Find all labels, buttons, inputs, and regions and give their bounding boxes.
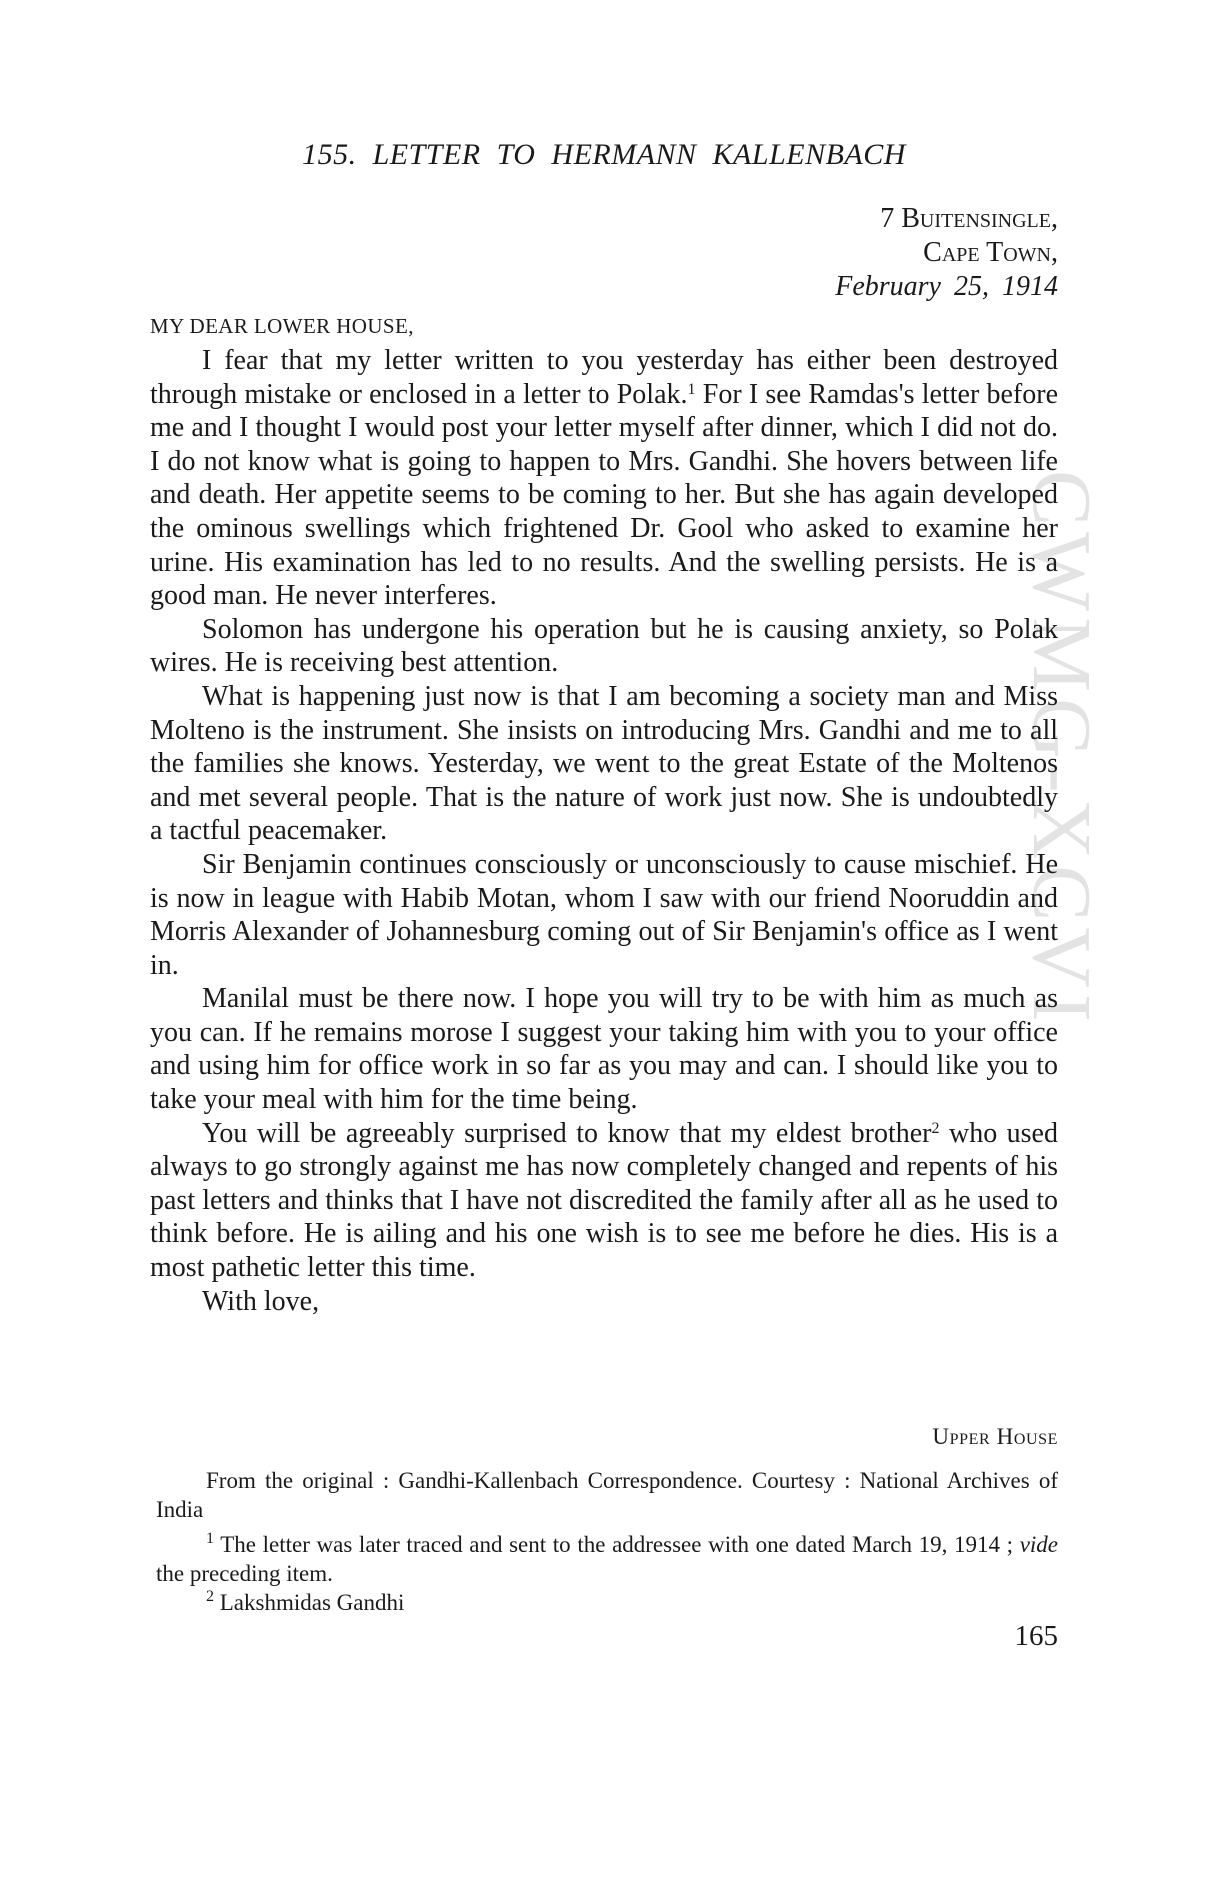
letter-date: February 25, 1914 (835, 271, 1058, 302)
paragraph-6-text-a: You will be agreeably surprised to know that my eldest brother (202, 1117, 932, 1149)
footnote-2-text: Lakshmidas Gandhi (214, 1590, 405, 1615)
paragraph-4: Sir Benjamin continues consciously or unconsciously to cause mischief. He is now in league with Habib Motan, whom I saw with our friend Nooruddin and Morris Alexander of Johannesburg coming out of Sir Benjamin's office as I went in. (150, 848, 1058, 981)
paragraph-6 (150, 1117, 1058, 1285)
footnote-1 (156, 1530, 1058, 1588)
paragraph-6-text-b: who used always to go strongly against me has now completely changed and repents of his past letters and thinks that I have not discredited the family after all as he used to think before. He is ailing and his one wish is to see me before he dies. His is a most pathetic letter this time. (150, 1117, 1058, 1284)
sender-address (835, 202, 1058, 304)
footnote-1-vide: vide (1019, 1532, 1058, 1557)
address-city: Cape Town, (923, 237, 1058, 268)
paragraph-5: Manilal must be there now. I hope you will try to be with him as much as you can. If he remains morose I suggest your taking him with you to your office and using him for office work in so far as you may and can. I should like you to take your meal with him for the time being. (150, 983, 1058, 1116)
paragraph-1 (150, 344, 1058, 613)
signature: Upper House (932, 1424, 1058, 1449)
paragraph-3: What is happening just now is that I am becoming a society man and Miss Molteno is the instrument. She insists on introducing Mrs. Gandhi and me to all the families she knows. Yesterday, we went to the great Estate of the Moltenos and met several people. That is the nature of work just now. She is undoubtedly a tactful peacemaker. (150, 680, 1058, 847)
footnote-ref-1: 1 (687, 380, 696, 398)
paragraph-1-text-a: I fear that my letter written to you yesterday has either been destroyed through mistake or enclosed in a letter to Polak. (150, 345, 1058, 410)
letter-title: 155. LETTER TO HERMANN KALLENBACH (302, 138, 906, 171)
footnote-1-mark: 1 (206, 1530, 214, 1547)
page-number: 165 (1014, 1620, 1058, 1652)
footnotes (156, 1530, 1058, 1617)
paragraph-1-text-b: For I see Ramdas's letter before me and I thought I would post your letter myself after dinner, which I did not do. I do not know what is going to happen to Mrs. Gandhi. She hovers between life and death. Her appetite seems to be coming to her. But she has again developed the ominous swellings which frightened Dr. Gool who asked to examine her urine. His examination has led to no results. And the swelling persists. He is a good man. He never interferes. (150, 378, 1058, 612)
paragraph-2: Solomon has undergone his operation but he is causing anxiety, so Polak wires. He is receiving best attention. (150, 613, 1058, 679)
watermark-text: CWMG-XCVI (1015, 470, 1108, 1028)
letter-body (150, 344, 1058, 1318)
footnote-ref-2: 2 (931, 1119, 940, 1137)
footnote-2 (156, 1588, 1058, 1617)
footnote-2-mark: 2 (206, 1588, 214, 1605)
footnote-1-text-a: The letter was later traced and sent to the addressee with one dated March 19, 1914 ; (214, 1532, 1020, 1557)
source-note: From the original : Gandhi-Kallenbach Correspondence. Courtesy : National Archives of India (156, 1468, 1058, 1522)
closing: With love, (202, 1285, 320, 1317)
address-street: 7 Buitensingle, (880, 203, 1058, 234)
salutation: MY DEAR LOWER HOUSE, (150, 314, 414, 338)
footnote-1-text-b: the preceding item. (156, 1561, 333, 1586)
